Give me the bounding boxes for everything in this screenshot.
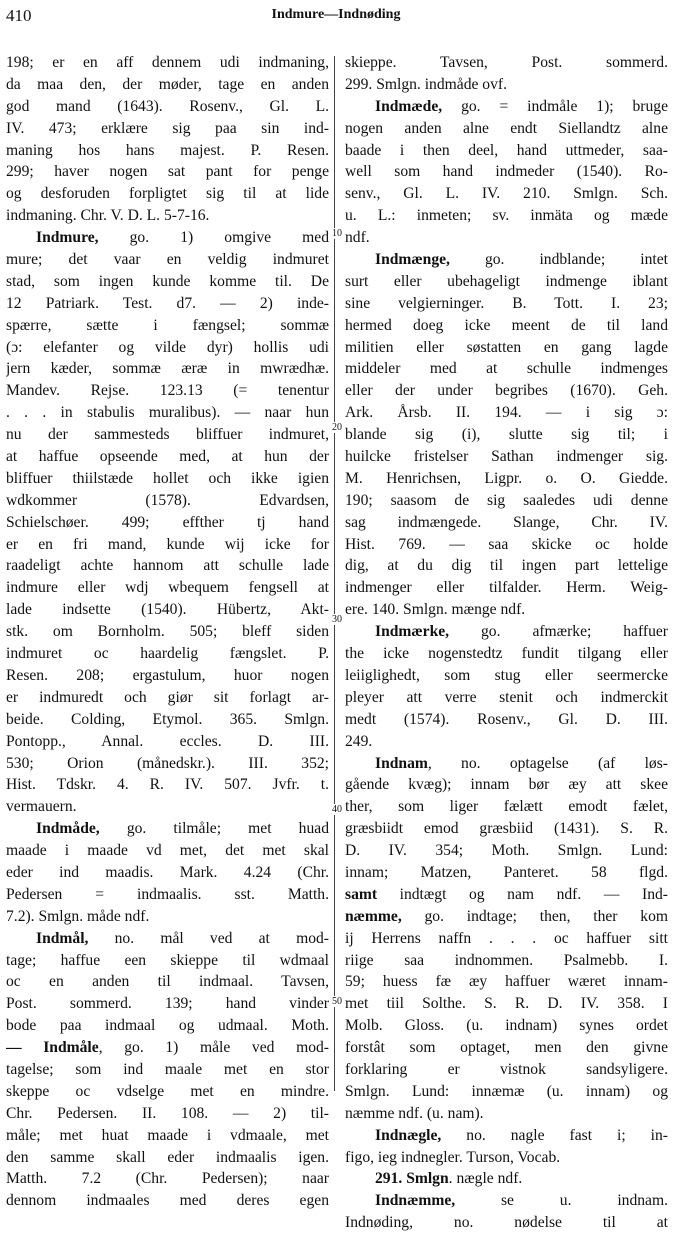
column-divider — [334, 56, 335, 1091]
line-number: 50 — [332, 996, 342, 1007]
text-line: well som hand indmeder (1540). Ro- — [345, 163, 668, 181]
text-line: 198; er en aff dennem udi indmaning, — [6, 54, 329, 71]
text-line: Indmæde, go. = indmåle 1); bruge — [375, 97, 668, 115]
text-line: eder ind maadis. Mark. 4.24 (Chr. — [6, 863, 329, 881]
text-line: Smlgn. Lund: innæmæ (u. innam) og — [345, 1082, 668, 1100]
text-line: eller der under begribes (1670). Geh. — [345, 382, 668, 400]
right-column — [345, 52, 668, 1234]
text-line: lade indsette (1540). Hübertz, Akt- — [6, 601, 329, 619]
text-line: dennom indmaales med deres egen — [6, 1192, 329, 1210]
text-line: baade i then deel, hand uttmeder, saa- — [345, 141, 668, 159]
text-line: middeler med at schulle indmenges — [345, 360, 668, 378]
headword: Indmæde, — [375, 97, 443, 115]
text-line: 59; huess fæ æy haffuer wæret innam- — [345, 973, 668, 991]
text-line: Ark. Årsb. II. 194. — i sig ɔ: — [345, 404, 668, 422]
text-line: Resen. 208; ergastulum, huor nogen — [6, 666, 329, 684]
text-line: 530; Orion (månedskr.). III. 352; — [6, 754, 329, 772]
text-line: tagelse; som ind maale met en stor — [6, 1060, 329, 1078]
text-line: sag indmængede. Slange, Chr. IV. — [345, 513, 668, 531]
text-line: huilcke fristelser Sathan indmenger sig. — [345, 448, 668, 466]
text-line: skieppe. Tavsen, Post. sommerd. — [345, 54, 668, 71]
text-line: Schielschøer. 499; effther tj hand — [6, 513, 329, 531]
line-number: 10 — [332, 228, 342, 239]
text-line: figo, ieg indnegler. Turson, Vocab. — [345, 1148, 561, 1166]
text-line: skeppe oc vdselge met en mindre. — [6, 1082, 329, 1100]
text-line: da maa den, der møder, tage en anden — [6, 75, 329, 93]
text-line: maade i maade vd met, det met skal — [6, 842, 329, 860]
text-line: 291. Smlgn. nægle ndf. — [375, 1170, 523, 1188]
headword: 291. Smlgn — [375, 1170, 449, 1188]
text-line: 12 Patriark. Test. d7. — 2) inde- — [6, 294, 329, 312]
text-line: er indmuredt och giør sit forlagt ar- — [6, 688, 329, 706]
text-line: met tiil Solthe. S. R. D. IV. 358. I — [345, 995, 668, 1013]
text-line: Post. sommerd. 139; hand vinder — [6, 995, 329, 1013]
text-line: pleyer att verre stenit och indmerckit — [345, 688, 668, 706]
text-line: Indmænge, go. indblande; intet — [375, 251, 668, 269]
text-line: u. L.: inmeten; sv. inmäta og mæde — [345, 207, 668, 225]
text-line: Chr. Pedersen. II. 108. — 2) til- — [6, 1104, 329, 1122]
headword: Indmåde, — [36, 820, 100, 838]
text-line: nogen anden alne endt Siellandtz alne — [345, 119, 668, 137]
text-line: bliffuer thiilstæde hollet och ikke igien — [6, 469, 329, 487]
text-line: Indmærke, go. afmærke; haffuer — [375, 623, 668, 641]
text-line: god mand (1643). Rosenv., Gl. L. — [6, 97, 329, 115]
text-line: medt (1574). Rosenv., Gl. D. III. — [345, 710, 668, 728]
headword: Indmure, — [36, 229, 130, 247]
headword: Indnam — [375, 754, 428, 772]
text-line: at haffue opseende med, at hun der — [6, 448, 329, 466]
text-line: raadeligt achte hannom att schulle lade — [6, 557, 329, 575]
text-line: 7.2). Smlgn. måde ndf. — [6, 907, 150, 925]
text-line: stk. om Bornholm. 505; bleff siden — [6, 623, 329, 641]
text-line: indmenger eller tilfalder. Herm. Weig- — [345, 579, 668, 597]
text-line: Indmåde, go. tilmåle; met huad — [36, 820, 329, 838]
text-line: Indnøding, no. nødelse til at — [345, 1214, 668, 1232]
text-line: forklaring er vistnok sandsyligere. — [345, 1060, 668, 1078]
text-line: Indnægle, no. nagle fast i; in- — [375, 1126, 668, 1144]
headword: Indmærke, — [375, 623, 450, 641]
text-line: wdkommer (1578). Edvardsen, — [6, 491, 329, 509]
text-line: maning hos hans majest. P. Resen. — [6, 141, 329, 159]
headword: samt — [345, 885, 378, 903]
text-line: blande sig (i), slutte sig til; i — [345, 426, 668, 444]
text-line: innam; Matzen, Panteret. 58 flgd. — [345, 863, 668, 881]
text-line: Mandev. Rejse. 123.13 (= tenentur — [6, 382, 329, 400]
text-line: jern kæder, sommæ æræ in mwrædhæ. — [6, 360, 329, 378]
text-line: — Indmåle, go. 1) måle ved mod- — [6, 1039, 329, 1057]
text-line: leiiglighedt, som stug eller seermercke — [345, 666, 668, 684]
text-line: Pontopp., Annal. eccles. D. III. — [6, 732, 329, 750]
running-head: Indmure—Indnøding — [271, 7, 401, 22]
text-line: indmure eller wdj wbequem fengsell at — [6, 579, 329, 597]
text-line: 190; saasom de sig saaledes udi denne — [345, 491, 668, 509]
text-line: D. IV. 354; Moth. Smlgn. Lund: — [345, 842, 668, 860]
text-line: 249. — [345, 732, 373, 750]
text-line: . . . in stabulis muralibus). — naar hun — [6, 404, 329, 422]
headword: næmme, — [345, 907, 425, 925]
text-line: Hist. Tdskr. 4. R. IV. 507. Jvfr. t. — [6, 776, 329, 794]
text-line: stad, som ingen kunde komme til. De — [6, 272, 329, 290]
text-line: Indnæmme, se u. indnam. — [375, 1192, 668, 1210]
text-line: forstât som optaget, men den givne — [345, 1039, 668, 1057]
line-number: 30 — [332, 614, 342, 625]
text-line: Matth. 7.2 (Chr. Pedersen); naar — [6, 1170, 329, 1188]
text-line: sine velgierninger. B. Tott. I. 23; — [345, 294, 668, 312]
text-line: tage; haffue een skieppe til wdmaal — [6, 951, 329, 969]
text-line: riige saa indnommen. Psalmebb. I. — [345, 951, 668, 969]
headword: Indnægle, — [375, 1126, 442, 1144]
text-line: Indmål, no. mål ved at mod- — [36, 929, 329, 947]
page-header — [6, 6, 666, 30]
text-line: ij Herrens naffn . . . oc haffuer sitt — [345, 929, 668, 947]
text-line: 299. Smlgn. indmåde ovf. — [345, 75, 507, 93]
text-line: ndf. — [345, 229, 370, 247]
text-line: gående kvæg); innam bør æy att skee — [345, 776, 668, 794]
headword: Indnæmme, — [375, 1192, 501, 1210]
text-line: dig, at du dig til ingen part lettelige — [345, 557, 668, 575]
text-line: Indnam, no. optagelse (af løs- — [375, 754, 668, 772]
text-line: the icke nogenstedtz fundit tilgang eller — [345, 645, 668, 663]
text-line: Hist. 769. — saa skicke oc holde — [345, 535, 668, 553]
text-line: beide. Colding, Etymol. 365. Smlgn. — [6, 710, 329, 728]
text-line: hermed doeg icke meent de til land — [345, 316, 668, 334]
text-line: IV. 473; erklære sig paa sin ind- — [6, 119, 329, 137]
text-line: næmme ndf. (u. nam). — [345, 1104, 484, 1122]
text-line: nu der sammesteds bliffuer indmuret, — [6, 426, 329, 444]
headword: — Indmåle — [6, 1039, 99, 1057]
text-line: den samme skall eder indmaalis igen. — [6, 1148, 329, 1166]
line-number: 40 — [332, 804, 342, 815]
text-line: Indmure, go. 1) omgive med — [36, 229, 329, 247]
text-line: bode paa indmaal og udmaal. Moth. — [6, 1017, 329, 1035]
line-number: 20 — [332, 422, 342, 433]
text-line: senv., Gl. L. IV. 210. Smlgn. Sch. — [345, 185, 668, 203]
page-number: 410 — [6, 6, 32, 25]
text-line: vermauern. — [6, 798, 77, 816]
text-line: Molb. Gloss. (u. indnam) synes ordet — [345, 1017, 668, 1035]
text-line: Pedersen = indmaalis. sst. Matth. — [6, 885, 329, 903]
text-line: samt indtægt og nam ndf. — Ind- — [345, 885, 668, 903]
text-line: indmaning. Chr. V. D. L. 5-7-16. — [6, 207, 210, 225]
text-line: militien eller søstatten en gang lagde — [345, 338, 668, 356]
text-line: ere. 140. Smlgn. mænge ndf. — [345, 601, 526, 619]
text-line: oc en anden til indmaal. Tavsen, — [6, 973, 329, 991]
text-line: (ɔ: elefanter og vilde dyr) hollis udi — [6, 338, 329, 356]
text-line: spærre, sætte i fængsel; sommæ — [6, 316, 329, 334]
text-line: surt eller ubehageligt indmenge iblant — [345, 272, 668, 290]
text-line: 299; haver nogen sat pant for penge — [6, 163, 329, 181]
text-line: græsbiidt emod græsbiid (1431). S. R. — [345, 820, 668, 838]
text-line: ther, som liger fælætt emodt fælet, — [345, 798, 668, 816]
text-line: næmme, go. indtage; then, ther kom — [345, 907, 668, 925]
text-line: og desforuden forpligtet sig til at lide — [6, 185, 329, 203]
text-line: er en fri mand, kunde wij icke for — [6, 535, 329, 553]
headword: Indmænge, — [375, 251, 485, 269]
text-line: indmuret oc haardelig fængslet. P. — [6, 645, 329, 663]
left-column — [6, 52, 329, 1212]
text-line: måle; met huat maade i vdmaale, met — [6, 1126, 329, 1144]
headword: Indmål, — [36, 929, 89, 947]
text-line: M. Henrichsen, Ligpr. o. O. Giedde. — [345, 469, 668, 487]
text-line: mure; det vaar en veldig indmuret — [6, 251, 329, 269]
